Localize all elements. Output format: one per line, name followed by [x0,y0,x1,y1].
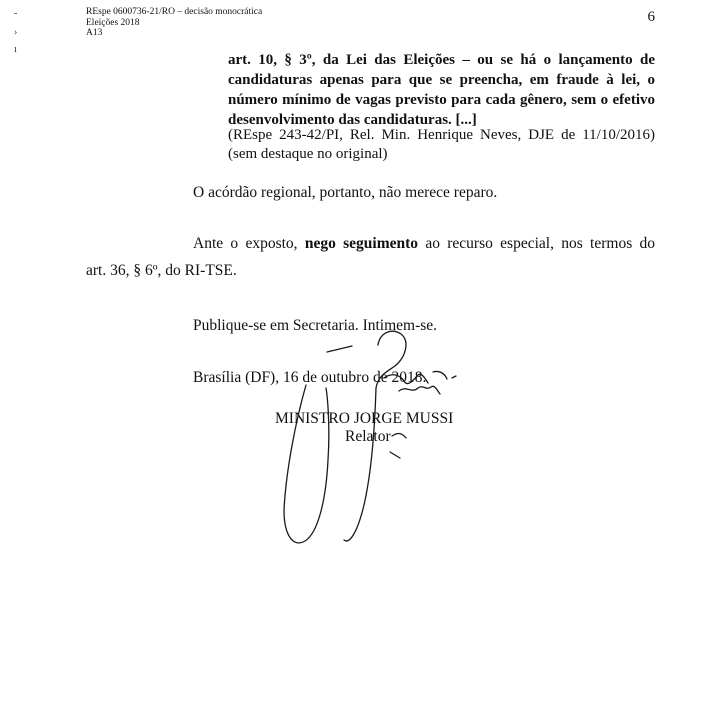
signatory-name: MINISTRO JORGE MUSSI [275,410,454,427]
margin-mark: › [14,27,18,38]
document-header [86,7,262,39]
quoted-passage [228,50,655,130]
page-number: 6 [647,9,655,25]
quote-line: candidaturas apenas para que se preencha, em fraude à lei, o [228,72,655,88]
decision-suffix: ao recurso especial, nos termos do [425,235,656,252]
publish-paragraph: Publique-se em Secretaria. Intimem-se. [193,317,438,334]
margin-mark: ı [14,44,17,55]
decision-paragraph [193,235,655,253]
citation-line: (REspe 243-42/PI, Rel. Min. Henrique Neves, DJE de 11/10/2016) [228,127,655,143]
document-code: A13 [86,28,103,38]
conclusion-paragraph: O acórdão regional, portanto, não merece reparo. [193,184,498,201]
quote-line: art. 10, § 3º, da Lei das Eleições – ou se há o lançamento de [228,52,655,68]
place-date: Brasília (DF), 16 de outubro de 2018. [193,369,427,386]
decision-bold: nego seguimento [304,235,419,252]
citation [228,126,655,164]
citation-note: (sem destaque no original) [228,146,388,162]
signatory-role: Relator [345,428,391,445]
quote-line: número mínimo de vagas previsto para cada gênero, sem o efetivo [228,92,655,108]
margin-mark: - [14,8,18,19]
decision-prefix: Ante o exposto, [193,235,298,252]
election-label: Eleições 2018 [86,17,140,28]
decision-line-2: art. 36, § 6º, do RI-TSE. [86,262,237,279]
quote-line: desenvolvimento das candidaturas. [...] [228,112,477,128]
process-reference: REspe 0600736-21/RO – decisão monocrática [86,7,263,17]
